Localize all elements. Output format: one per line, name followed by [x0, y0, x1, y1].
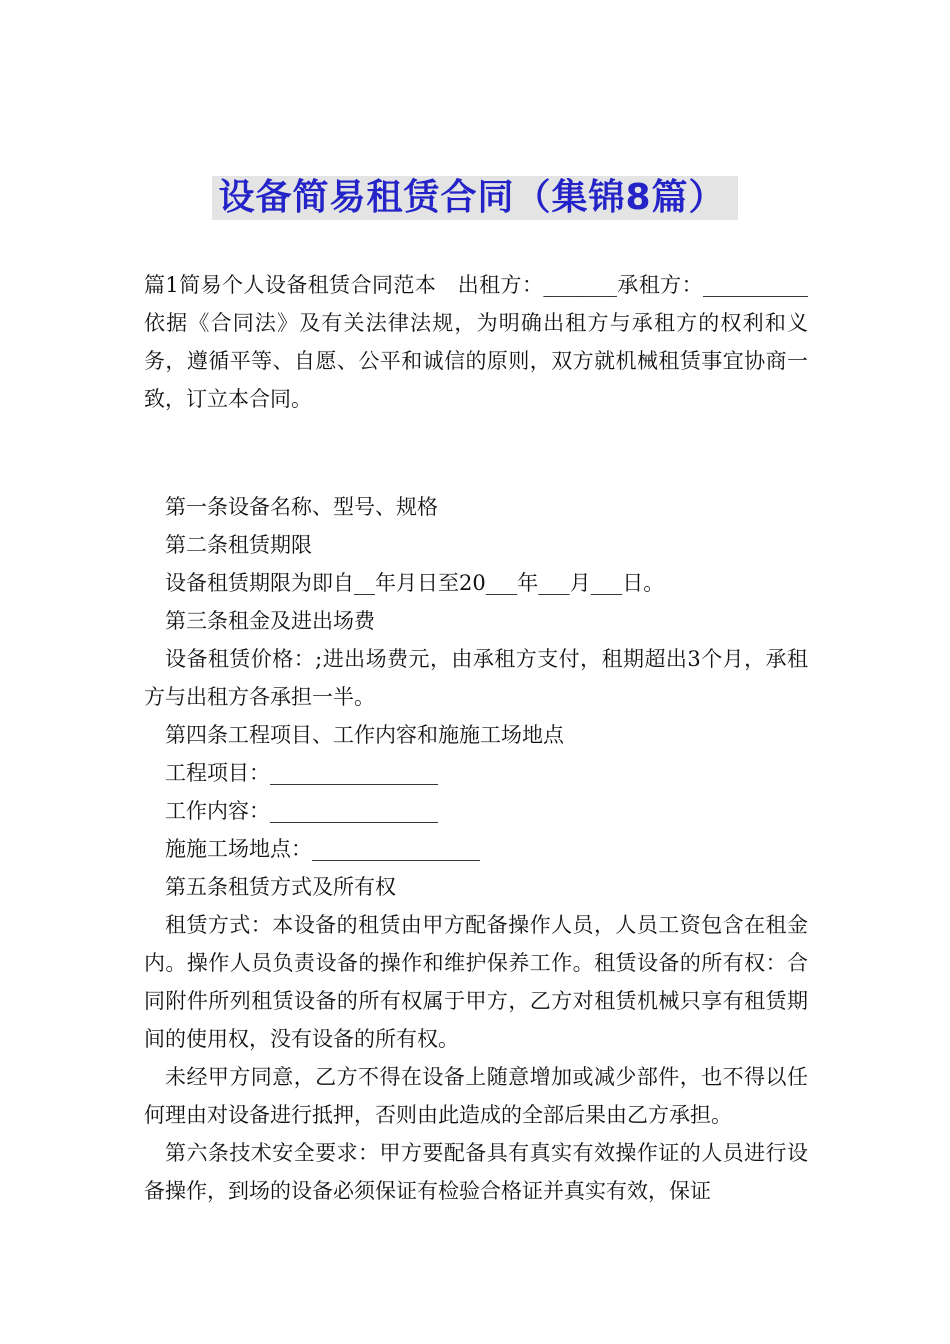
- document-title: 设备简易租赁合同（集锦8篇）: [212, 176, 737, 220]
- work-content-line: 工作内容：________________: [165, 799, 438, 823]
- article-4-heading: 第四条工程项目、工作内容和施施工场地点: [165, 723, 564, 747]
- title-container: [0, 176, 950, 220]
- article-6-paragraph: 第六条技术安全要求：甲方要配备具有真实有效操作证的人员进行设备操作，到场的设备必须保证有检验合格证并真实有效，保证: [144, 1141, 808, 1203]
- article-1-heading: 第一条设备名称、型号、规格: [165, 495, 438, 519]
- intro-paragraph: 篇1简易个人设备租赁合同范本 出租方：_______承租方：__________依据《合同法》及有关法律法规，为明确出租方与承租方的权利和义务，遵循平等、自愿、公平和诚信的原则，双方就机械租赁事宜协商一致，订立本合同。: [144, 273, 808, 411]
- lease-price-paragraph: 设备租赁价格：;进出场费元，由承租方支付，租期超出3个月，承租方与出租方各承担一半。: [144, 647, 808, 709]
- lease-method-paragraph: 租赁方式：本设备的租赁由甲方配备操作人员，人员工资包含在租金内。操作人员负责设备的操作和维护保养工作。租赁设备的所有权：合同附件所列租赁设备的所有权属于甲方，乙方对租赁机械只享有租赁期间的使用权，没有设备的所有权。: [144, 913, 808, 1051]
- intro-section: [144, 266, 808, 418]
- project-line: 工程项目：________________: [165, 761, 438, 785]
- article-3-heading: 第三条租金及进出场费: [165, 609, 375, 633]
- article-2-heading: 第二条租赁期限: [165, 533, 312, 557]
- site-line: 施施工场地点：________________: [165, 837, 480, 861]
- articles-section: [144, 488, 808, 1210]
- article-5-heading: 第五条租赁方式及所有权: [165, 875, 396, 899]
- lease-term-line: 设备租赁期限为即自__年月日至20___年___月___日。: [165, 571, 665, 595]
- consent-paragraph: 未经甲方同意，乙方不得在设备上随意增加或减少部件，也不得以任何理由对设备进行抵押，否则由此造成的全部后果由乙方承担。: [144, 1065, 808, 1127]
